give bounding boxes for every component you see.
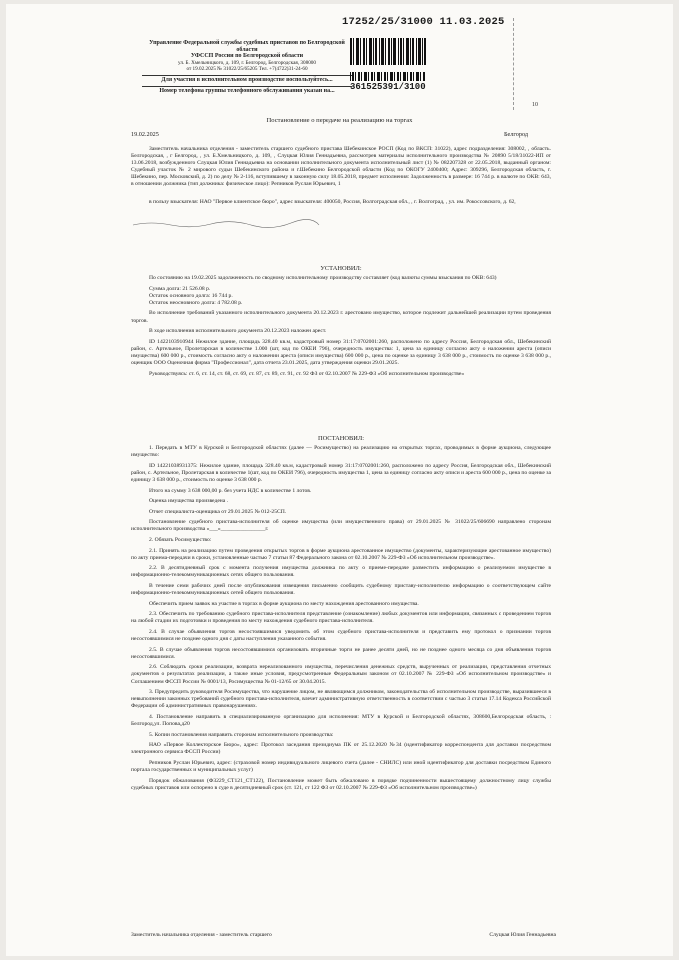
- redaction-scribble: [131, 219, 321, 229]
- barcode-number: 361525391/3100: [350, 82, 426, 92]
- registration-number: 17252/25/31000 11.03.2025: [342, 16, 505, 28]
- authority-address: ул. Б. Хмельницкого, д. 109, г. Белгород, Белгородская, 308000: [178, 59, 316, 66]
- intro-paragraph: Заместитель начальника отделения - заместитель старшего судебного пристава Шебекинское РОСП (Код по ВКСП: 31022), адрес подразделения: 308002, , область. Белгородская, , г Белгород, , ул. Б.Хмельницкого, д. 109, , Слуцкая Юлия Геннадьевна, рассмотрев материалы исполнительного производства № 20890 5/18/31022-ИП от 13.06.2018, возбужденного Слуцкая Юлия Геннадьевна на основании исполнительного документа исполнительный лист (1) № 082207328 от 22.05.2018, выданный органом: Судебный участок № 2 мирового судьи Шебекинского района и г.Шебекино Белгородской области (Код по ОКОГУ 2400400; Адрес: 309296, Белгородская область, г. Шебекино, пер. Московский, д. 2) по делу № 2-116, вступившему в законную силу 18.05.2018, предмет исполнения: Задолженность в размере: 16 744 р. в валюте по ОКВ: 643, в отношении должника (тип должника: физическое лицо): Репников Руслан Юрьевич, 1: [131, 146, 551, 188]
- ustanovil-paragraph: Во исполнение требований указанного исполнительного документа 20.12.2023 г. арестовано имущество, которое подлежит дальнейшей реализации путем проведения торгов.: [131, 310, 551, 324]
- ustanovil-paragraph: По состоянию на 19.02.2025 задолженность по сводному исполнительному производству составляет (код валюты суммы взыскания по ОКВ: 643): [149, 275, 497, 282]
- document-date: 19.02.2025: [131, 131, 159, 138]
- postanovil-item: Обеспечить прием заявок на участие в торгах в форме аукциона по месту нахождения арестованного имущества.: [149, 600, 419, 607]
- document-title: Постановление о передаче на реализацию на торгах: [266, 117, 413, 124]
- document-city: Белгород: [504, 131, 529, 138]
- signature-line: [131, 932, 556, 938]
- postanovil-item: Итого на сумму 3 638 000,00 р. без учета НДС в количестве 1 лотов.: [149, 487, 312, 494]
- postanovil-item: 2.1. Принять на реализацию путем проведения открытых торгов в форме аукциона арестованное имущество (документы, характеризующие арестованное имущество) по акту приема-передачи в сроки, установленные частью 7 статьи 87 Федерального закона от 02.10.2007 № 229-ФЗ «Об исполнительном производстве».: [131, 547, 551, 561]
- postanovil-item: 5. Копии постановления направить сторонам исполнительного производства:: [149, 731, 334, 738]
- postanovil-item: 2.5. В случае объявления торгов несостоявшимися организовать вторичные торги не ранее десяти дней, но не позднее одного месяца со дня объявления торгов несостоявшимися.: [131, 646, 551, 660]
- authority-ref: от 19.02.2025 № 31022/25/65205 Тел. +7(4722)31-24-60: [186, 66, 308, 73]
- signer-position: Заместитель начальника отделения - заместитель старшего: [131, 932, 272, 938]
- property-description: ID 1422103910944 Нежилое здание, площадь 328.40 кв.м, кадастровый номер 31:17:0702001:260, расположено по адресу Россия, Белгородская обл., Шебекинский район, с. Артельное, Пролетарская в количестве 1.000 (шт, код по ОКЕИ 796), очередность имущества: 1, цена за единицу согласно акту о наложении ареста (описи имущества) 600 000 р., стоимость согласно акту о наложении ареста (описи имущества) 600 000 р., цена по оценке за единицу 3 638 000 р., стоимость по оценке 3 638 000 р., оценщик ООО Оценочная фирма "Профессионал", дата отчета 23.01.2025, дата утверждения оценки 29.01.2025.: [131, 338, 551, 367]
- barcode-icon: [350, 38, 426, 65]
- postanovil-section: [131, 432, 551, 795]
- debt-other: Остаток неосновного долга: 4 782.08 р.: [149, 299, 243, 306]
- postanovil-item: Отчет специалиста-оценщика от 29.01.2025 № 012-25СП.: [149, 508, 287, 515]
- participation-note: Для участия в исполнительном производстве воспользуйтесь...: [161, 76, 333, 83]
- debt-total: Сумма долга: 21 526.08 р.: [149, 285, 211, 292]
- postanovil-item: 2.2. В десятидневный срок с момента получения имущества должника по акту о приеме-передаче разместить информацию о реализуемом имуществе в информационно-телекоммуникационных сетях общего пользования.: [131, 565, 551, 579]
- barcode-strip-icon: [350, 72, 426, 81]
- side-mark: 10: [532, 102, 538, 108]
- postanovil-item: 1. Передать в МТУ в Курской и Белгородской областях (далее — Росимущество) на реализацию на открытых торгах, проводимых в форме аукциона, следующее имущество:: [131, 445, 551, 459]
- postanovil-item: 2.6. Соблюдать сроки реализации, возврата нереализованного имущества, перечисления денежных средств, вырученных от реализации, представления отчетных документов о результатах реализации, а также иные условия, предусмотренные Федеральным законом от 02.10.2007 № 229-ФЗ «Об исполнительном производстве» и Соглашением ФССП России № 0001/13, Росимущества № 01-12/65 от 30.04.2015.: [131, 664, 551, 685]
- postanovil-item: Оценка имущества произведена .: [149, 498, 229, 505]
- authority-short-name: УФССП России по Белгородской области: [190, 53, 304, 60]
- ustanovil-heading: УСТАНОВИЛ:: [320, 265, 362, 272]
- ustanovil-section: [131, 262, 551, 381]
- postanovil-item: 2. Обязать Росимущество:: [149, 537, 212, 544]
- postanovil-item: 2.3. Обеспечить по требованию судебного пристава-исполнителя представление (ознакомление) любых документов или информации, связанных с проведением торгов на любой стадии их подготовки и проведения по месту нахождения судебного пристава-исполнителя.: [131, 611, 551, 625]
- debt-main: Остаток основного долга: 16 744 р.: [149, 292, 233, 299]
- postanovil-item: 2.4. В случае объявления торгов несостоявшимися уведомить об этом судебного пристава-исполнителя и представить ему протокол о признании торгов несостоявшимися не позднее одного дня с даты наступления указанного события.: [131, 628, 551, 643]
- postanovil-item: Постановление судебного пристава-исполнителя об оценке имущества (или имущественного права) от 29.01.2025 № 31022/25/606690 направлено сторонам исполнительного производства «___»________________г.: [131, 519, 551, 533]
- postanovil-heading: ПОСТАНОВИЛ:: [318, 435, 364, 442]
- postanovil-item: ID 14221038931375: Нежилое здание, площадь 328.40 кв.м, кадастровый номер 31:17:0702001:260, расположено по адресу Россия, Белгородская обл., Шебекинский район, с. Артельное, Пролетарская в количестве 1(шт, код по ОКЕИ 796), очередность имущества 1, цена за единицу согласно акту описи и ареста 600 000 р., цена по оценке за единицу 3 638 000 р., стоимость по оценке 3 638 000 р.: [131, 462, 551, 483]
- issuing-authority-header: [142, 40, 352, 94]
- signer-name: Слуцкая Юлия Геннадьевна: [489, 932, 556, 938]
- intro-section: [131, 146, 551, 209]
- phone-note: Номер телефона группы телефонного обслуживания указан на...: [159, 87, 335, 94]
- postanovil-item: НАО «Первое Коллекторское Бюро», адрес: Протокол заседания президиума ПК от 25.12.2020 №34 (идентификатор корреспондента для доставки посредством электронного сервиса ФССП России): [131, 742, 551, 756]
- legal-basis: Руководствуясь: ст. 6, ст. 14, ст. 68, ст. 69, ст. 87, ст. 89, ст. 91, ст. 92 ФЗ от 02.10.2007 № 229-ФЗ «Об исполнительном производстве»: [149, 370, 465, 377]
- postanovil-item: 3. Предупредить руководителя Росимущества, что нарушение лицом, не являющимся должником, законодательства об исполнительном производстве, выразившееся в невыполнении законных требований судебного пристава-исполнителя, влечет административную ответственность в соответствии с частью 3 статьи 17.14 Кодекса Российской Федерации об административных правонарушениях.: [131, 689, 551, 710]
- authority-name: Управление Федеральной службы судебных приставов по Белгородской: [149, 40, 345, 46]
- authority-region: области: [236, 46, 258, 53]
- postanovil-item: 4. Постановление направить в специализированную организацию для исполнения: МТУ в Курской и Белгородской областях, 308600,Белгородская область, : Белгород,ул. Попова,д20: [131, 713, 551, 727]
- intro-paragraph: в пользу взыскателя: НАО "Первое клиентское бюро", адрес взыскателя: 400050, Россия, Волгоградская обл., , г. Волгоград, , ул. им. Рокоссовского, д. 62,: [149, 198, 516, 205]
- document-page: [6, 4, 673, 956]
- postanovil-item: Репников Руслан Юрьевич, адрес: (страховой номер индивидуального лицевого счета (далее - СНИЛС) или иной идентификатор для доставки посредством Единого портала государственных и муниципальных услуг): [131, 759, 551, 773]
- postanovil-item: Порядок обжалования (Ф3229_СТ121_СТ122), Постановление может быть обжаловано в порядке подчиненности вышестоящему должностному лицу службы судебных приставов или оспорено в суде в десятидневный срок (ст. 121, ст 122 ФЗ от 02.10.2007 № 229-ФЗ «Об исполнительном производстве»): [131, 777, 551, 791]
- side-stamp-strip: [513, 18, 528, 110]
- ustanovil-paragraph: В ходе исполнения исполнительного документа 20.12.2023 наложен арест.: [149, 328, 327, 335]
- postanovil-item: В течение семи рабочих дней после опубликования извещения письменно сообщить судебному приставу-исполнителю информацию о соответствующем сайте информационно-телекоммуникационных сетей общего пользования.: [131, 583, 551, 597]
